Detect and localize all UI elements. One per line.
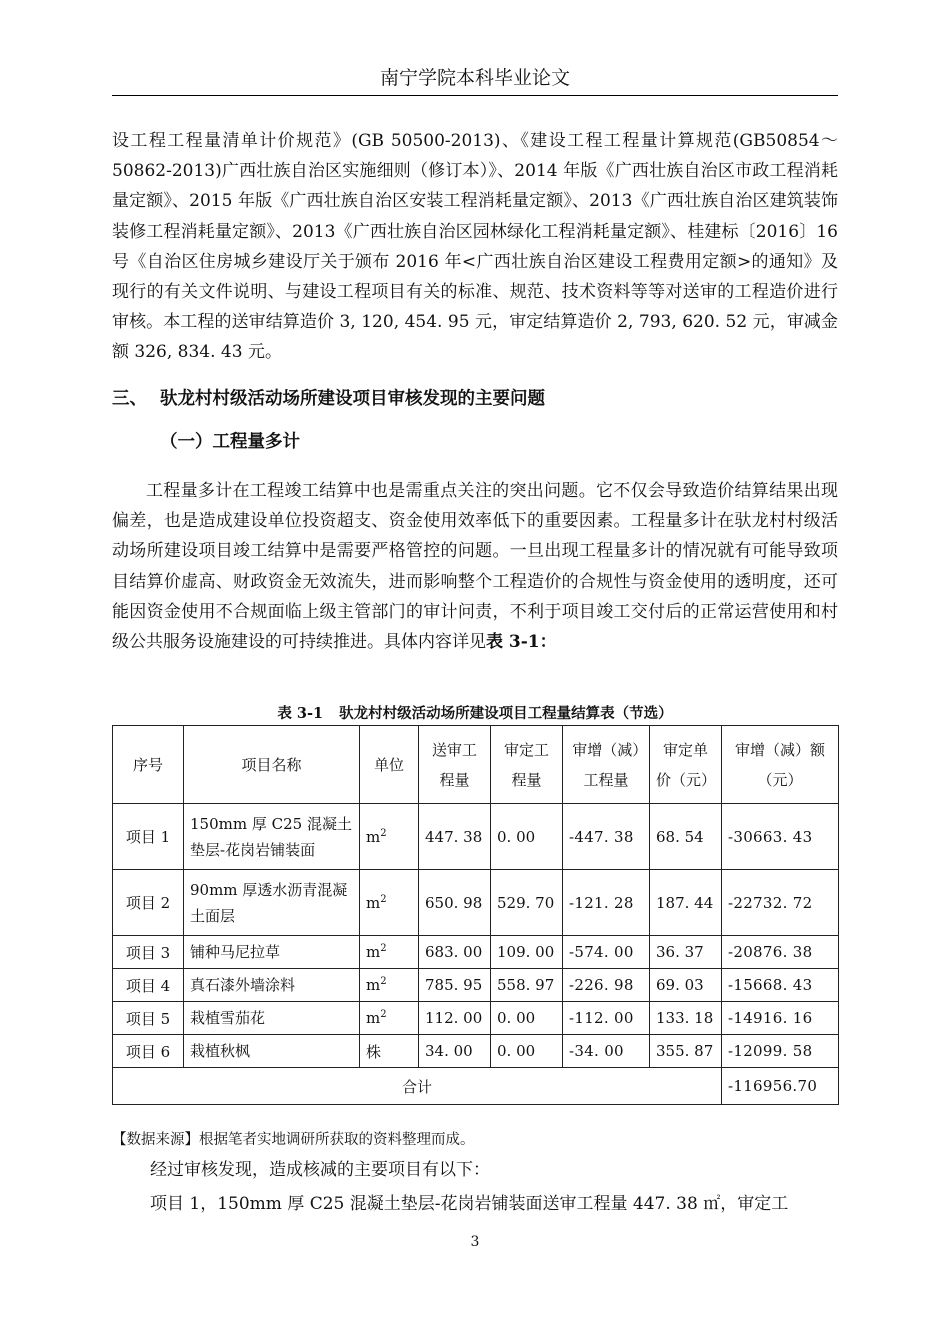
row-diff-qty: -447. 38 <box>563 804 650 870</box>
main-paragraph-text: 工程量多计在工程竣工结算中也是需重点关注的突出问题。它不仅会导致造价结算结果出现偏差，也是造成建设单位投资超支、资金使用效率低下的重要因素。工程量多计在驮龙村村级活动场所建设项目竣工结算中是需要严格管控的问题。一旦出现工程量多计的情况就有可能导致项目结算价虚高、财政资金无效流失，进而影响整个工程造价的合规性与资金使用的透明度，还可能因资金使用不合规面临上级主管部门的审计问责，不利于项目竣工交付后的正常运营使用和村级公共服务设施建设的可持续推进。具体内容详见 <box>112 481 838 653</box>
row-price: 355. 87 <box>650 1035 722 1068</box>
table-row <box>113 1035 839 1068</box>
row-diff-qty: -574. 00 <box>563 936 650 969</box>
subsection-heading: （一）工程量多计 <box>160 432 300 452</box>
row-name: 栽植秋枫 <box>184 1035 360 1068</box>
row-no: 项目 2 <box>113 870 184 936</box>
row-price: 68. 54 <box>650 804 722 870</box>
page-header: 南宁学院本科毕业论文 <box>379 67 570 89</box>
row-diff-amt: -15668. 43 <box>722 969 839 1002</box>
page-number: 3 <box>470 1234 480 1250</box>
row-no: 项目 4 <box>113 969 184 1002</box>
row-approved: 558. 97 <box>491 969 563 1002</box>
table-row <box>113 870 839 936</box>
table-caption <box>112 702 838 723</box>
col-header-diff-qty: 审增（减）工程量 <box>563 726 650 804</box>
item-1-paragraph: 项目 1，150mm 厚 C25 混凝土垫层-花岗岩铺装面送审工程量 447. 38 ㎡，审定工 <box>150 1194 789 1214</box>
row-submitted: 112. 00 <box>419 1002 491 1035</box>
row-name: 栽植雪茄花 <box>184 1002 360 1035</box>
col-header-name: 项目名称 <box>184 726 360 804</box>
table-row <box>113 969 839 1002</box>
row-diff-qty: -121. 28 <box>563 870 650 936</box>
row-no: 项目 3 <box>113 936 184 969</box>
row-diff-amt: -14916. 16 <box>722 1002 839 1035</box>
quantity-settlement-table <box>112 725 839 1105</box>
row-no: 项目 5 <box>113 1002 184 1035</box>
row-price: 69. 03 <box>650 969 722 1002</box>
row-diff-qty: -226. 98 <box>563 969 650 1002</box>
row-approved: 109. 00 <box>491 936 563 969</box>
after-table-paragraph: 经过审核发现，造成核减的主要项目有以下： <box>150 1160 490 1180</box>
row-diff-qty: -112. 00 <box>563 1002 650 1035</box>
row-unit: $m^2$ <box>360 969 419 1002</box>
row-approved: 0. 00 <box>491 1002 563 1035</box>
total-label: 合计 <box>113 1068 722 1105</box>
row-submitted: 447. 38 <box>419 804 491 870</box>
section-title: 驮龙村村级活动场所建设项目审核发现的主要问题 <box>160 389 545 409</box>
row-submitted: 683. 00 <box>419 936 491 969</box>
col-header-unit: 单位 <box>360 726 419 804</box>
row-unit: $m^2$ <box>360 804 419 870</box>
row-name: 铺种马尼拉草 <box>184 936 360 969</box>
row-name: 90mm 厚透水沥青混凝土面层 <box>184 870 360 936</box>
row-name: 真石漆外墙涂料 <box>184 969 360 1002</box>
table-row <box>113 804 839 870</box>
section-heading <box>112 385 545 410</box>
row-diff-amt: -20876. 38 <box>722 936 839 969</box>
table-reference: 表 3-1 <box>486 632 540 653</box>
row-no: 项目 1 <box>113 804 184 870</box>
main-paragraph-colon: ： <box>539 632 557 653</box>
row-diff-amt: -12099. 58 <box>722 1035 839 1068</box>
row-unit: 株 <box>360 1035 419 1068</box>
row-diff-amt: -30663. 43 <box>722 804 839 870</box>
col-header-diff-amt: 审增（减）额（元） <box>722 726 839 804</box>
row-unit: $m^2$ <box>360 870 419 936</box>
row-price: 133. 18 <box>650 1002 722 1035</box>
col-header-submitted: 送审工程量 <box>419 726 491 804</box>
table-total-row <box>113 1068 839 1105</box>
intro-paragraph: 设工程工程量清单计价规范》(GB 50500-2013)、《建设工程工程量计算规范(GB50854～50862-2013)广西壮族自治区实施细则（修订本）》、2014 年版《广西壮族自治区市政工程消耗量定额》、2015 年版《广西壮族自治区安装工程消耗量定额》、2013《广西壮族自治区建筑装饰装修工程消耗量定额》、2013《广西壮族自治区园林绿化工程消耗量定额》、桂建标〔2016〕16 号《自治区住房城乡建设厅关于颁布 2016 年<广西壮族自治区建设工程费用定额>的通知》及现行的有关文件说明、与建设工程项目有关的标准、规范、技术资料等等对送审的工程造价进行审核。本工程的送审结算造价 3, 120, 454. 95 元，审定结算造价 2, 793, 620. 52 元，审减金额 326, 834. 43 元。 <box>112 131 838 363</box>
table-caption-number: 表 3-1 <box>277 705 324 722</box>
row-approved: 529. 70 <box>491 870 563 936</box>
row-price: 36. 37 <box>650 936 722 969</box>
table-caption-title: 驮龙村村级活动场所建设项目工程量结算表（节选） <box>339 705 673 722</box>
row-diff-qty: -34. 00 <box>563 1035 650 1068</box>
col-header-no: 序号 <box>113 726 184 804</box>
row-no: 项目 6 <box>113 1035 184 1068</box>
table-row <box>113 936 839 969</box>
row-submitted: 785. 95 <box>419 969 491 1002</box>
row-price: 187. 44 <box>650 870 722 936</box>
table-row <box>113 1002 839 1035</box>
table-header-row <box>113 726 839 804</box>
row-name: 150mm 厚 C25 混凝土垫层-花岗岩铺装面 <box>184 804 360 870</box>
header-rule <box>112 95 838 96</box>
row-unit: $m^2$ <box>360 936 419 969</box>
data-source-note: 【数据来源】根据笔者实地调研所获取的资料整理而成。 <box>112 1132 475 1148</box>
row-diff-amt: -22732. 72 <box>722 870 839 936</box>
section-number: 三、 <box>112 389 147 409</box>
row-unit: $m^2$ <box>360 1002 419 1035</box>
row-submitted: 650. 98 <box>419 870 491 936</box>
row-approved: 0. 00 <box>491 1035 563 1068</box>
row-approved: 0. 00 <box>491 804 563 870</box>
col-header-approved: 审定工程量 <box>491 726 563 804</box>
row-submitted: 34. 00 <box>419 1035 491 1068</box>
col-header-price: 审定单价（元） <box>650 726 722 804</box>
total-value: -116956.70 <box>722 1068 839 1105</box>
main-paragraph <box>112 476 838 657</box>
